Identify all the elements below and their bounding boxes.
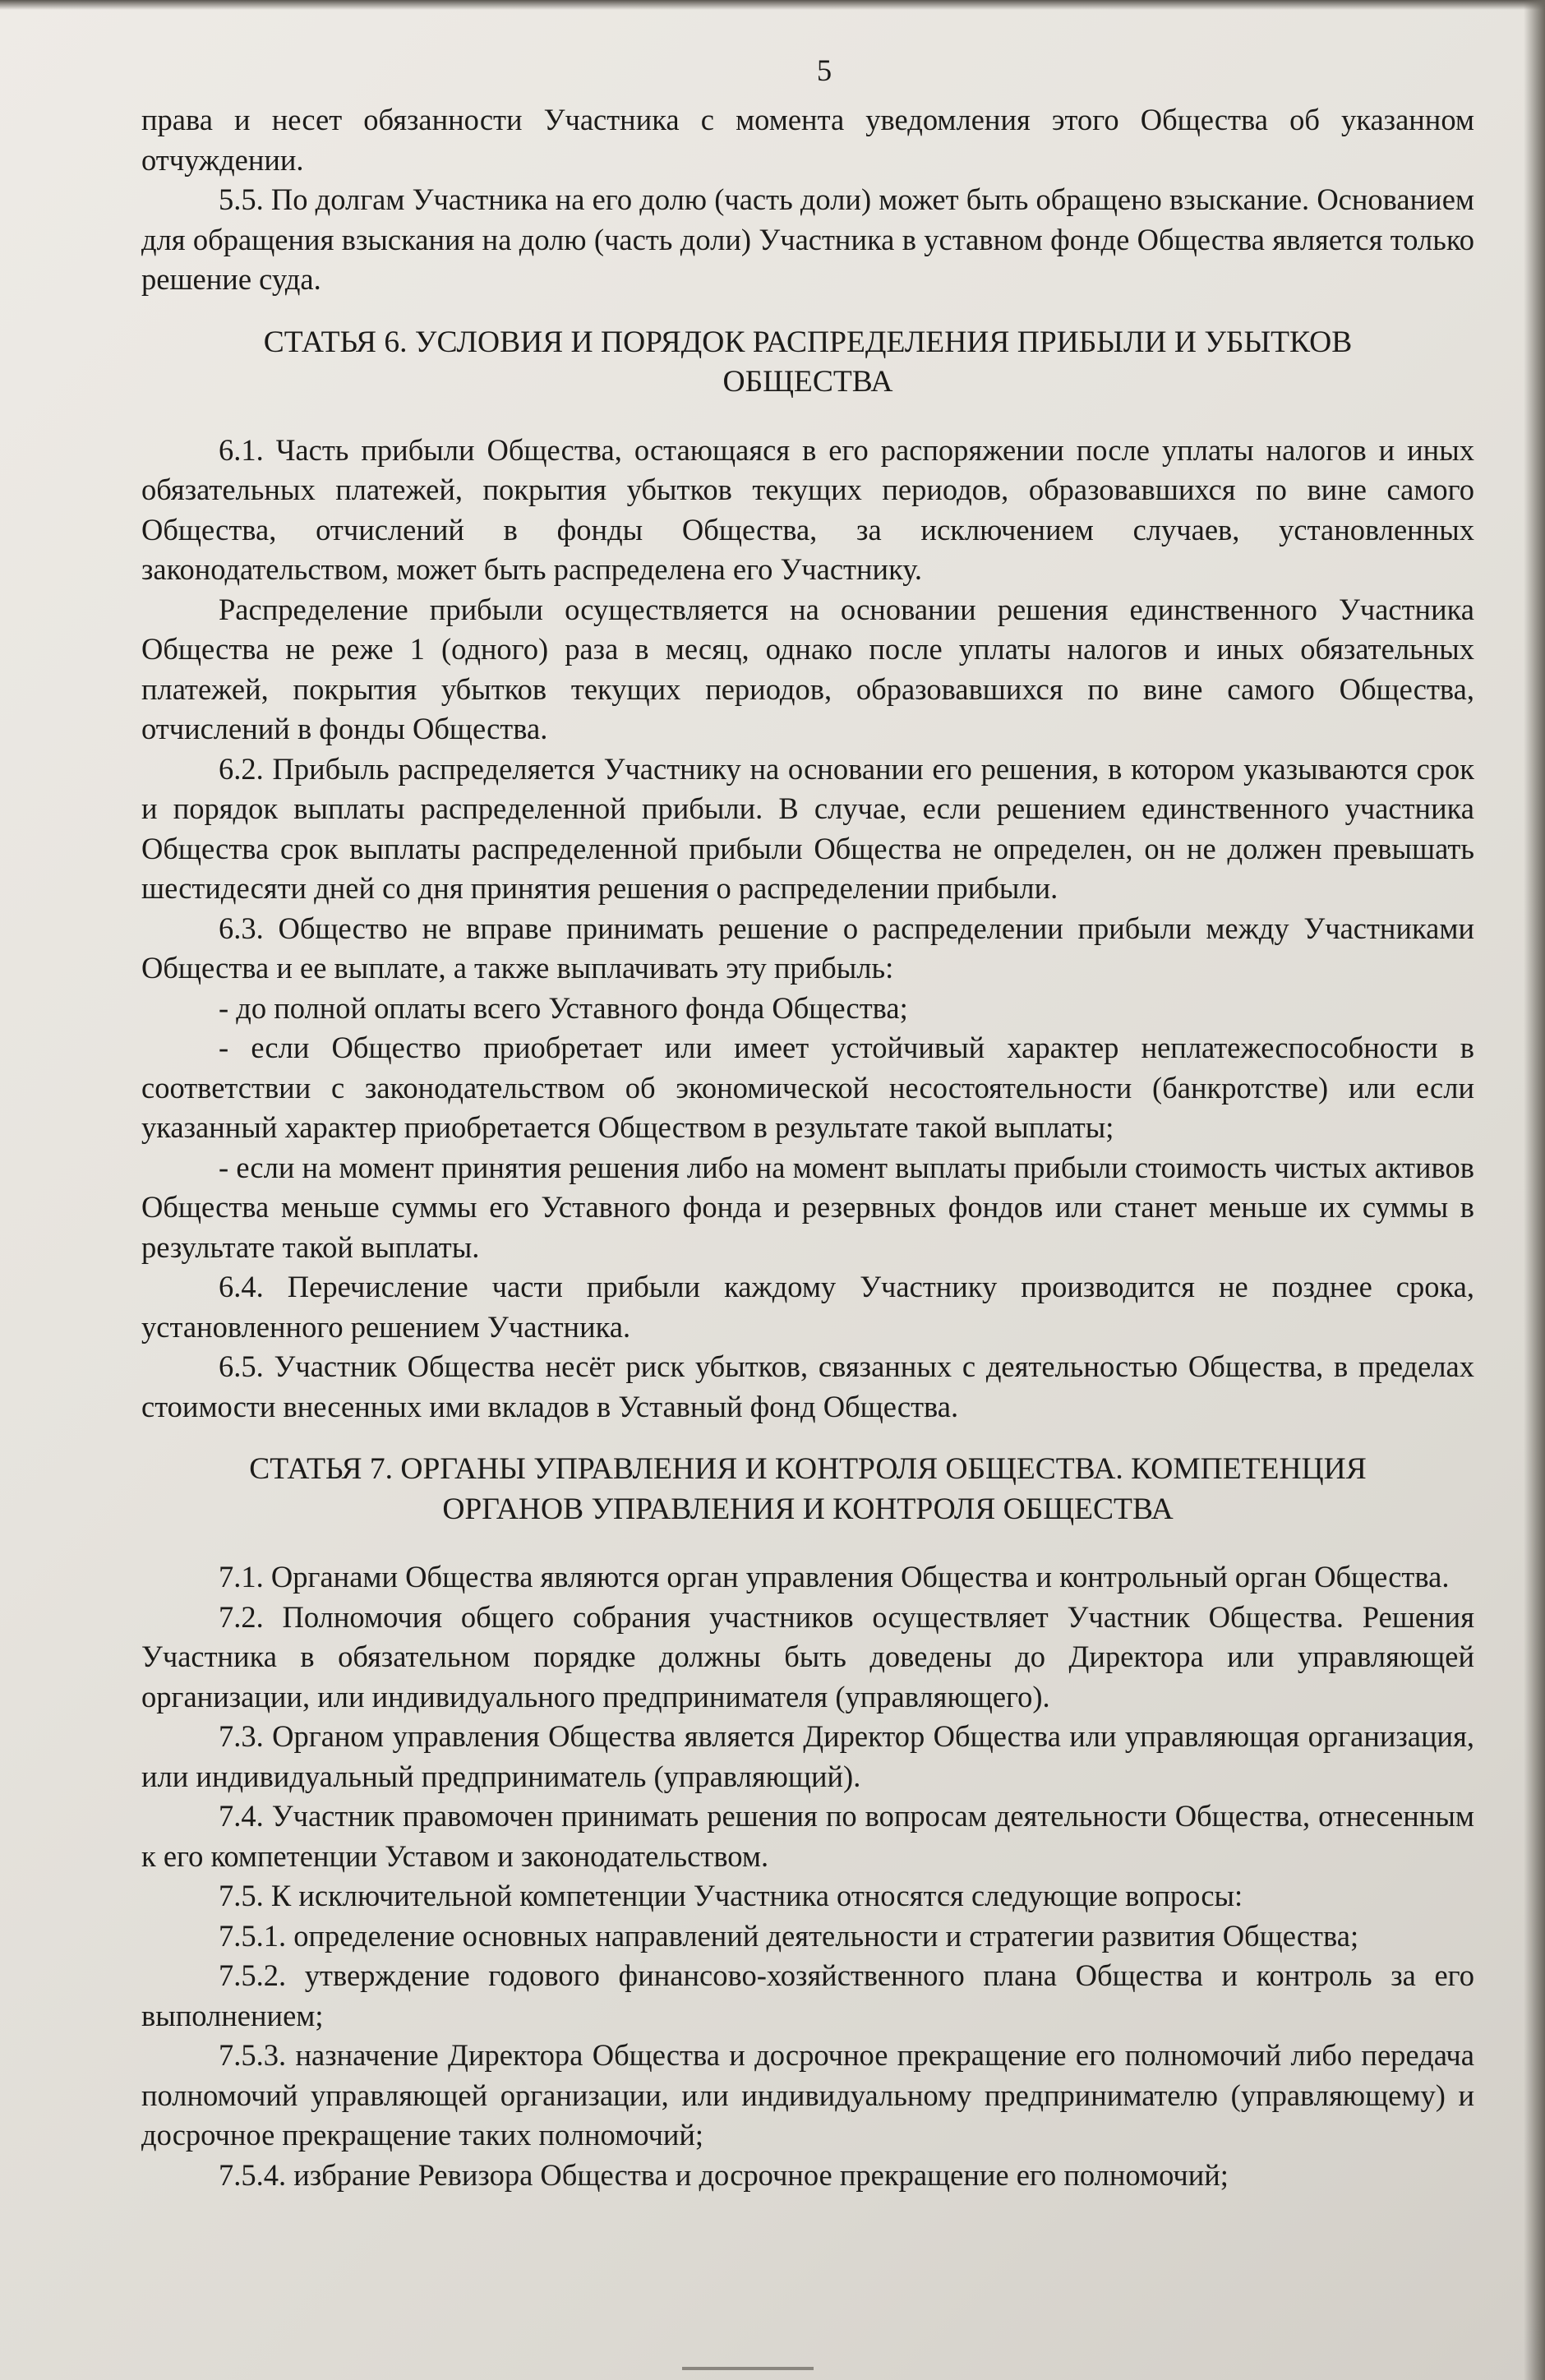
paragraph-6-4: 6.4. Перечисление части прибыли каждому Участнику производится не позднее срока, установленного решением Участника. bbox=[141, 1270, 1474, 1344]
paragraph-7-4: 7.4. Участник правомочен принимать решения по вопросам деятельности Общества, отнесенным к его компетенции Уставом и законодательством. bbox=[141, 1799, 1474, 1873]
paragraph-7-2: 7.2. Полномочия общего собрания участников осуществляет Участник Общества. Решения Участника в обязательном порядке должны быть доведены до Директора или управляющей организации, или индивидуального предпринимателя (управляющего). bbox=[141, 1599, 1474, 1714]
article-6-title: СТАТЬЯ 6. УСЛОВИЯ И ПОРЯДОК РАСПРЕДЕЛЕНИЯ ПРИБЫЛИ И УБЫТКОВ ОБЩЕСТВА bbox=[263, 325, 1353, 399]
paragraph-7-5-2: 7.5.2. утверждение годового финансово-хозяйственного плана Общества и контроль за его выполнением; bbox=[141, 1958, 1474, 2032]
paragraph-7-5-3: 7.5.3. назначение Директора Общества и досрочное прекращение его полномочий либо передача полномочий управляющей организации, или индивидуальному предпринимателю (управляющему) и досрочное прекращение таких полномочий; bbox=[141, 2038, 1474, 2152]
paragraph-7-5-4: 7.5.4. избрание Ревизора Общества и досрочное прекращение его полномочий; bbox=[219, 2157, 1229, 2192]
paragraph-6-3: 6.3. Общество не вправе принимать решение о распределении прибыли между Участниками Общества и ее выплате, а также выплачивать эту прибыль: bbox=[141, 911, 1474, 985]
article-7-title: СТАТЬЯ 7. ОРГАНЫ УПРАВЛЕНИЯ И КОНТРОЛЯ ОБЩЕСТВА. КОМПЕТЕНЦИЯ ОРГАНОВ УПРАВЛЕНИЯ И КОНТРОЛЯ ОБЩЕСТВА bbox=[249, 1452, 1367, 1526]
list-item-6-3-b: - если Общество приобретает или имеет устойчивый характер неплатежеспособности в соответствии с законодательством об экономической несостоятельности (банкротстве) или если указанный характер приобретается Обществом в результате такой выплаты; bbox=[141, 1031, 1474, 1144]
paragraph-6-1: 6.1. Часть прибыли Общества, остающаяся в его распоряжении после уплаты налогов и иных обязательных платежей, покрытия убытков текущих периодов, образовавшихся по вине самого Общества, отчислений в фонды Общества, за исключением случаев, установленных законодательством, может быть распределена его Участнику. bbox=[141, 432, 1474, 586]
page-right-shadow bbox=[1524, 0, 1545, 2380]
list-item-6-3-c: - если на момент принятия решения либо на момент выплаты прибыли стоимость чистых активов Общества меньше суммы его Уставного фонда и резервных фондов или станет меньше их суммы в результате такой выплаты. bbox=[141, 1150, 1474, 1264]
page-top-shadow bbox=[0, 0, 1545, 10]
document-body bbox=[141, 33, 1474, 2195]
paragraph-6-1-distribution: Распределение прибыли осуществляется на основании решения единственного Участника Общества не реже 1 (одного) раза в месяц, однако после уплаты налогов и иных обязательных платежей, покрытия убытков текущих периодов, образовавшихся по вине самого Общества, отчислений в фонды Общества. bbox=[141, 592, 1474, 745]
paragraph-5-5: 5.5. По долгам Участника на его долю (часть доли) может быть обращено взыскание. Основанием для обращения взыскания на долю (часть доли) Участника в уставном фонде Общества является только решение суда. bbox=[141, 182, 1474, 296]
page-number: 5 bbox=[816, 53, 832, 87]
paragraph-6-5: 6.5. Участник Общества несёт риск убытков, связанных с деятельностью Общества, в пределах стоимости внесенных ими вкладов в Уставный фонд Общества. bbox=[141, 1349, 1474, 1423]
paragraph-continuation: права и несет обязанности Участника с момента уведомления этого Общества об указанном отчуждении. bbox=[141, 103, 1474, 177]
paragraph-7-1: 7.1. Органами Общества являются орган управления Общества и контрольный орган Общества. bbox=[219, 1560, 1450, 1594]
bottom-page-mark bbox=[682, 2367, 814, 2370]
paragraph-7-5: 7.5. К исключительной компетенции Участника относятся следующие вопросы: bbox=[219, 1879, 1243, 1912]
paragraph-6-2: 6.2. Прибыль распределяется Участнику на основании его решения, в котором указываются срок и порядок выплаты распределенной прибыли. В случае, если решением единственного участника Общества срок выплаты распределенной прибыли Общества не определен, он не должен превышать шестидесяти дней со дня принятия решения о распределении прибыли. bbox=[141, 751, 1474, 905]
paragraph-7-3: 7.3. Органом управления Общества является Директор Общества или управляющая организация, или индивидуальный предприниматель (управляющий). bbox=[141, 1719, 1474, 1793]
list-item-6-3-a: - до полной оплаты всего Уставного фонда Общества; bbox=[219, 990, 908, 1025]
paragraph-7-5-1: 7.5.1. определение основных направлений деятельности и стратегии развития Общества; bbox=[219, 1918, 1359, 1953]
